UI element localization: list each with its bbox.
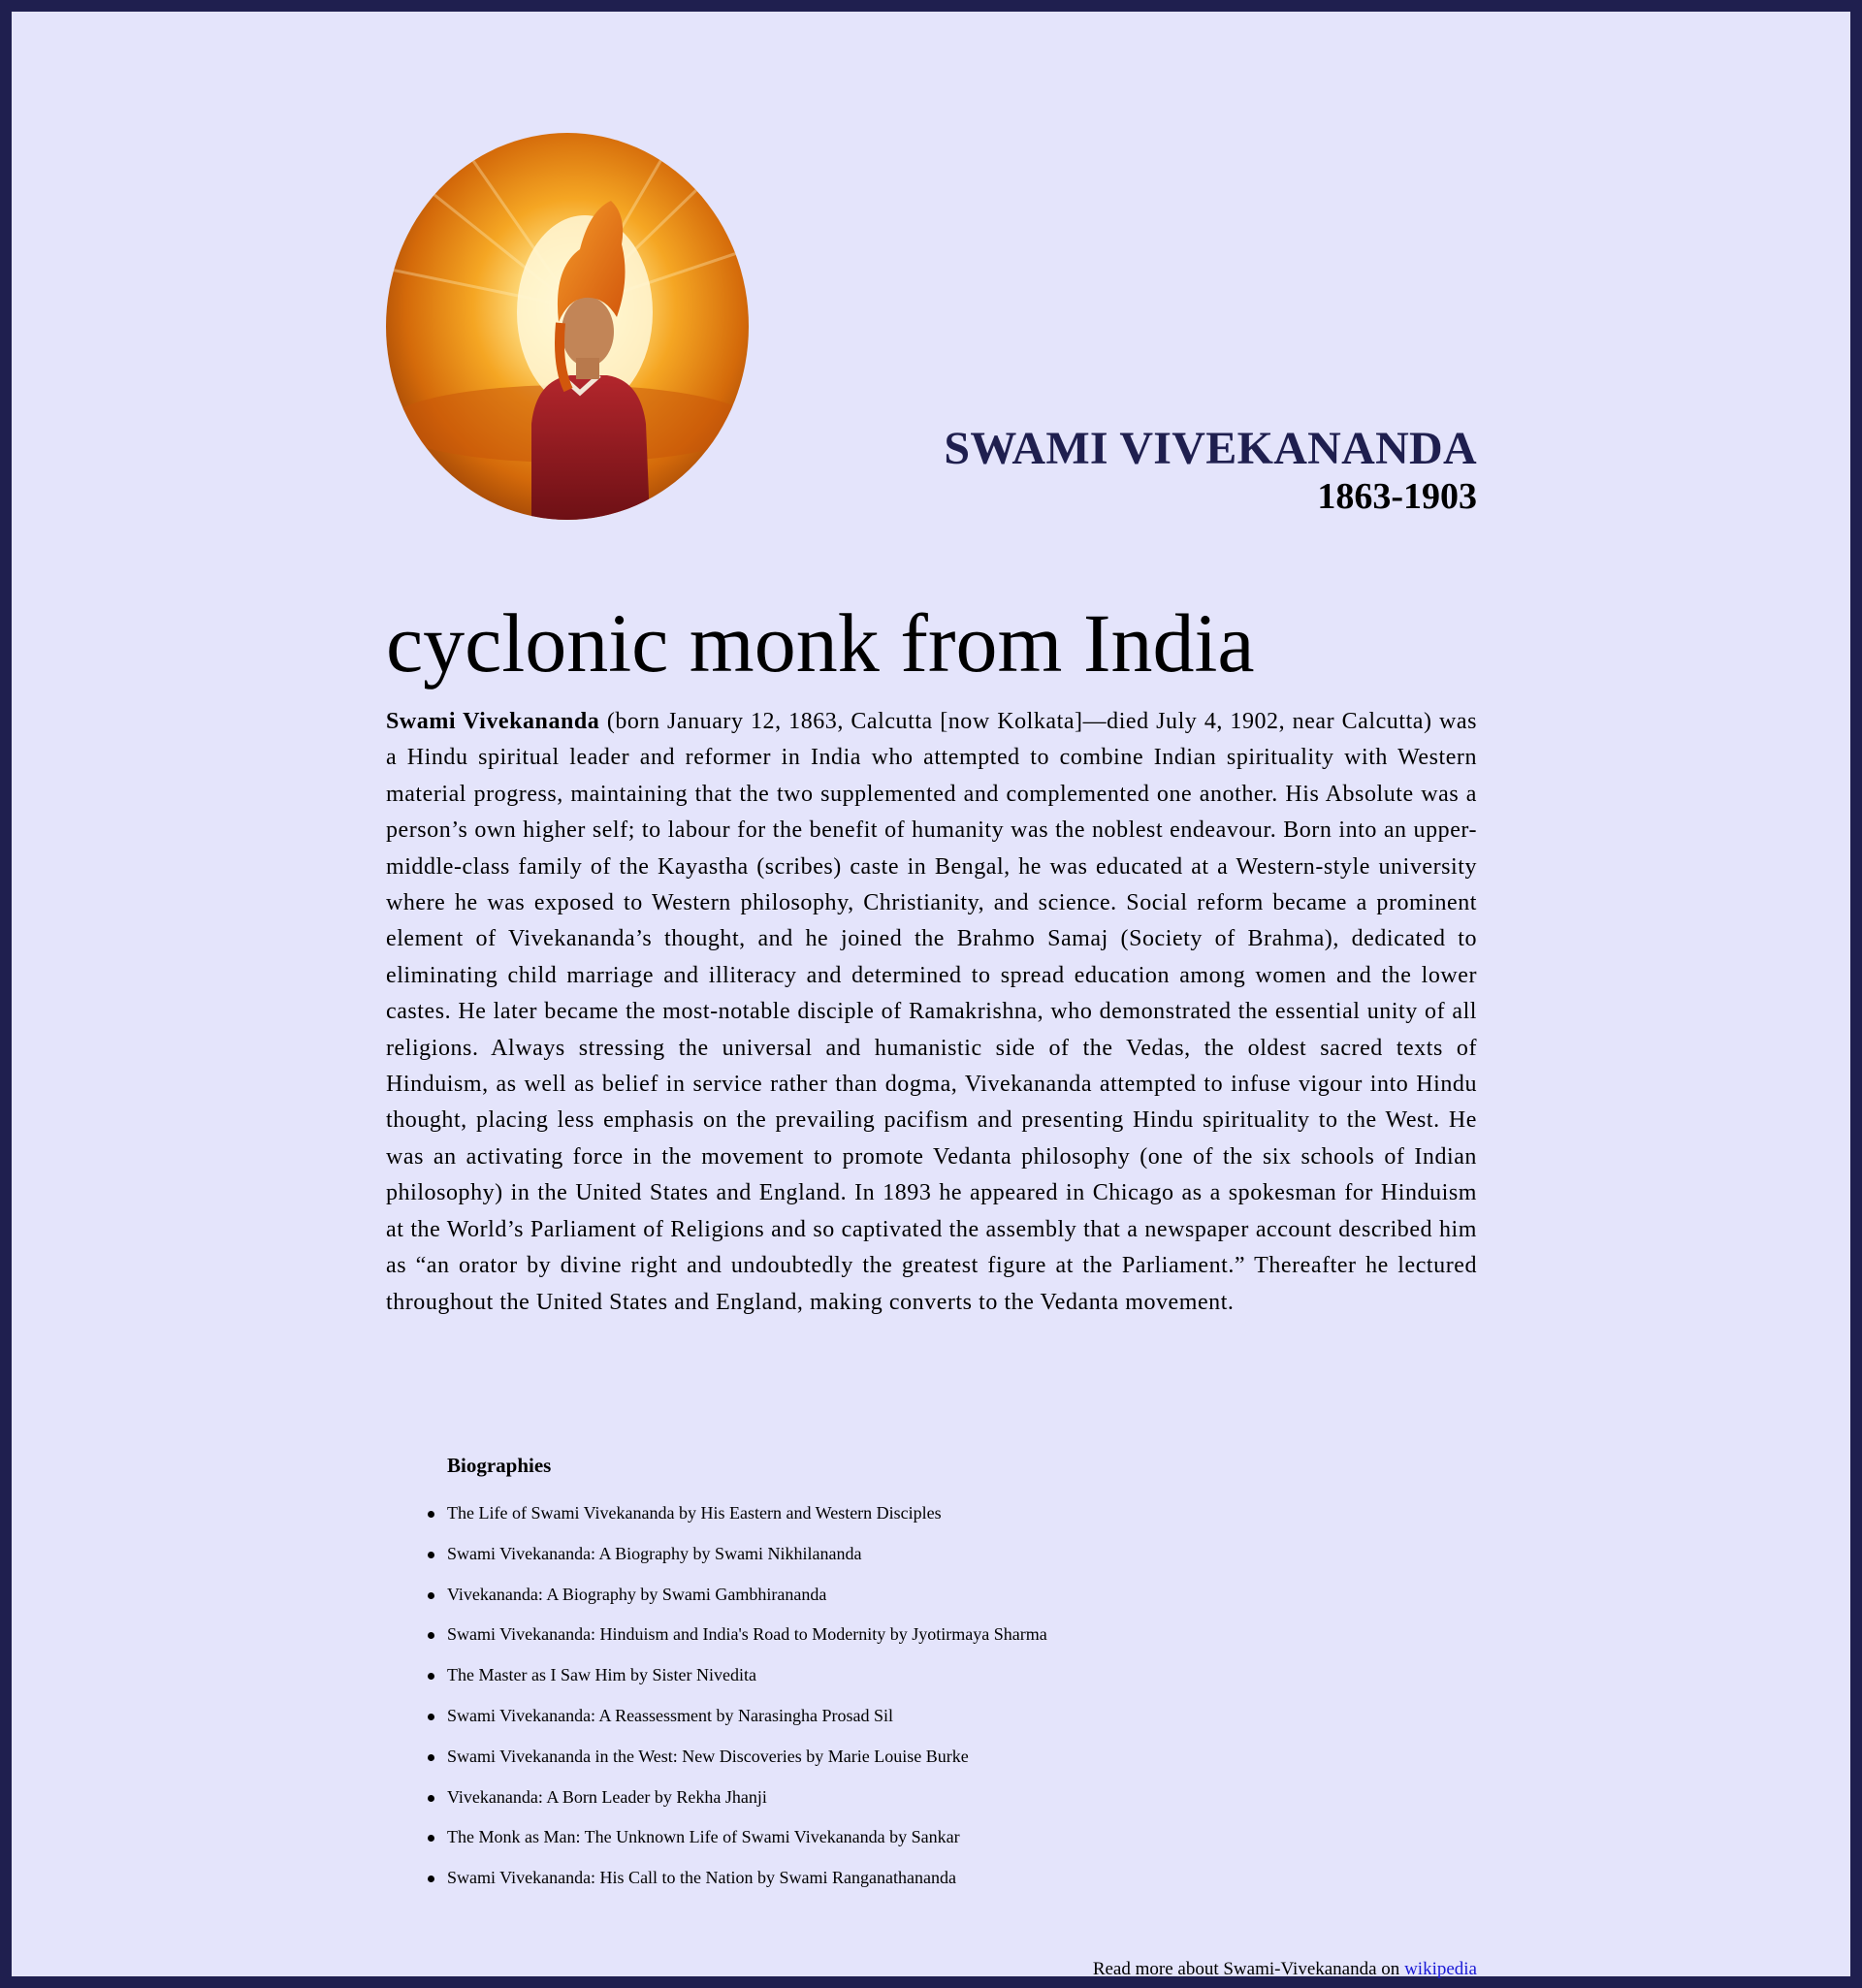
tagline-heading: cyclonic monk from India — [386, 596, 1255, 689]
list-item — [447, 1778, 1320, 1818]
page — [12, 12, 1850, 1979]
footer-note — [1093, 1958, 1477, 1981]
book-title: Swami Vivekananda: A Biography by Swami Nikhilananda — [447, 1543, 862, 1563]
bio-text: (born January 12, 1863, Calcutta [now Kolkata]—died July 4, 1902, near Calcutta) was a Hindu spiritual leader and reformer in India who attempted to combine Indian spirituality with Western material progress, maintaining that the two supplemented and complemented one another. His Absolute was a person’s own higher self; to labour for the benefit of humanity was the noblest endeavour. Born into an upper-middle-class family of the Kayastha (scribes) caste in Bengal, he was educated at a Western-style university where he was exposed to Western philosophy, Christianity, and science. Social reform became a prominent element of Vivekananda’s thought, and he joined the Brahmo Samaj (Society of Brahma), dedicated to eliminating child marriage and illiteracy and determined to spread education among women and the lower castes. He later became the most-notable disciple of Ramakrishna, who demonstrated the essential unity of all religions. Always stressing the universal and humanistic side of the Vedas, the oldest sacred texts of Hinduism, as well as belief in service rather than dogma, Vivekananda attempted to infuse vigour into Hindu thought, placing less emphasis on the prevailing pacifism and presenting Hindu spirituality to the West. He was an activating force in the movement to promote Vedanta philosophy (one of the six schools of Indian philosophy) in the United States and England. In 1893 he appeared in Chicago as a spokesman for Hinduism at the World’s Parliament of Religions and so captivated the assembly that a newspaper account described him as “an orator by divine right and undoubtedly the greatest figure at the Parliament.” Thereafter he lectured throughout the United States and England, making converts to the Vedanta movement. — [386, 709, 1477, 1315]
bullet-icon — [428, 1835, 434, 1842]
list-item — [447, 1858, 1320, 1899]
book-title: Swami Vivekananda: Hinduism and India's Road to Modernity by Jyotirmaya Sharma — [447, 1624, 1047, 1645]
book-title: The Master as I Saw Him by Sister Nivedita — [447, 1665, 756, 1685]
bullet-icon — [428, 1795, 434, 1802]
list-item — [447, 1615, 1320, 1655]
book-title: Vivekananda: A Biography by Swami Gambhirananda — [447, 1584, 827, 1604]
content-column — [386, 12, 1477, 1979]
wikipedia-link[interactable]: wikipedia — [1404, 1959, 1477, 1979]
biography-paragraph — [386, 704, 1477, 1321]
book-title: Vivekananda: A Born Leader by Rekha Jhanji — [447, 1786, 767, 1807]
bullet-icon — [428, 1876, 434, 1882]
list-item — [447, 1655, 1320, 1696]
biographies-list — [447, 1493, 1320, 1899]
bullet-icon — [428, 1511, 434, 1518]
person-name: SWAMI VIVEKANANDA — [944, 423, 1477, 474]
biographies-section — [447, 1451, 1320, 1899]
book-title: The Life of Swami Vivekananda by His Eastern and Western Disciples — [447, 1503, 942, 1523]
bullet-icon — [428, 1592, 434, 1599]
bio-lead-name: Swami Vivekananda — [386, 709, 600, 734]
bullet-icon — [428, 1673, 434, 1680]
list-item — [447, 1493, 1320, 1534]
book-title: The Monk as Man: The Unknown Life of Swami Vivekananda by Sankar — [447, 1827, 960, 1847]
life-years: 1863-1903 — [1317, 476, 1477, 517]
book-title: Swami Vivekananda: His Call to the Nation by Swami Ranganathananda — [447, 1868, 956, 1888]
book-title: Swami Vivekananda in the West: New Discoveries by Marie Louise Burke — [447, 1746, 969, 1766]
list-item — [447, 1737, 1320, 1778]
portrait-image — [386, 133, 749, 520]
bullet-icon — [428, 1552, 434, 1558]
bullet-icon — [428, 1632, 434, 1639]
bullet-icon — [428, 1714, 434, 1720]
list-item — [447, 1696, 1320, 1737]
footer-text: Read more about Swami-Vivekananda on — [1092, 1959, 1405, 1979]
title-block — [944, 424, 1477, 519]
list-item — [447, 1534, 1320, 1575]
list-item — [447, 1575, 1320, 1616]
biographies-heading: Biographies — [447, 1454, 552, 1477]
list-item — [447, 1817, 1320, 1858]
bullet-icon — [428, 1754, 434, 1761]
book-title: Swami Vivekananda: A Reassessment by Narasingha Prosad Sil — [447, 1705, 894, 1725]
